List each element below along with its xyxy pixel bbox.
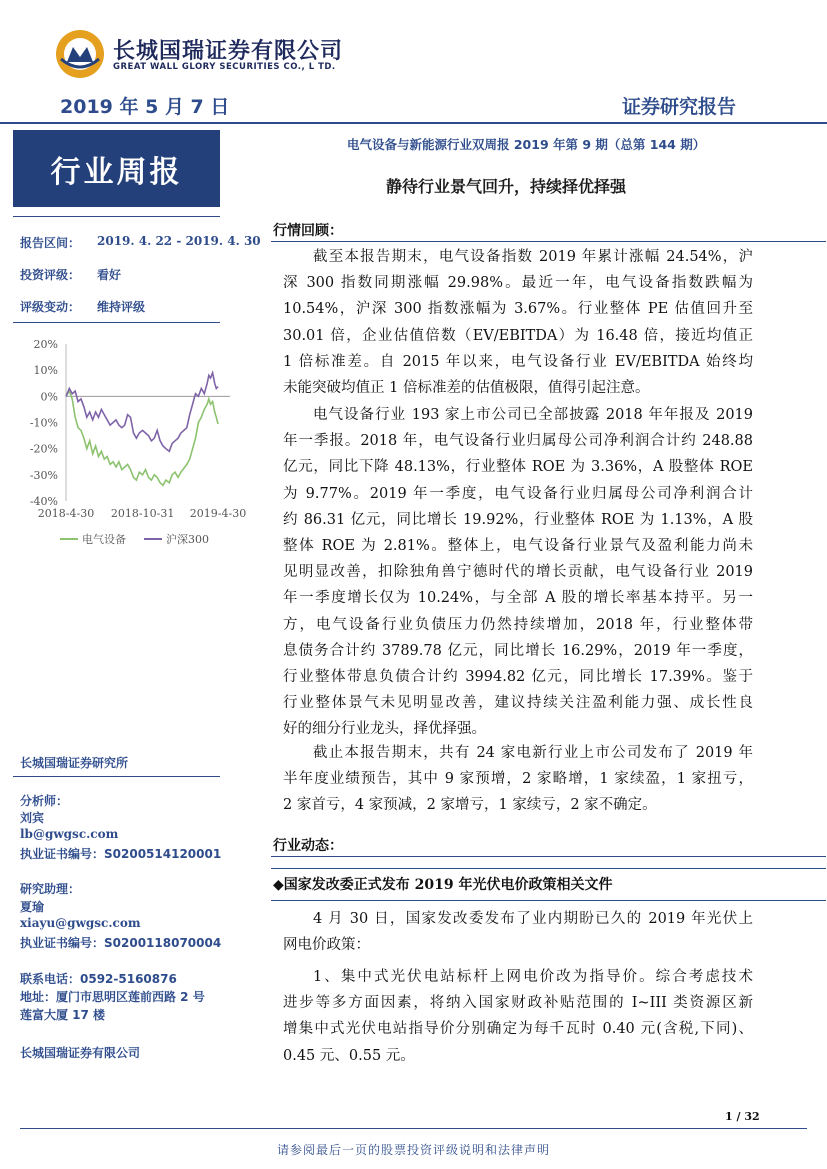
footer-disclaimer: 请参阅最后一页的股票投资评级说明和法律声明 (276, 1143, 550, 1157)
y-tick-label: 0% (40, 390, 58, 404)
assistant-email[interactable]: xiayu@gwgsc.com (20, 916, 141, 930)
report-period-label: 报告区间： (20, 236, 81, 250)
report-type: 证券研究报告 (622, 96, 737, 118)
rating-change-label: 评级变动： (20, 300, 81, 314)
analyst-cert: 执业证书编号：S0200514120001 (20, 847, 222, 861)
rating-label: 投资评级： (20, 268, 81, 282)
report-subtitle: 电气设备与新能源行业双周报 2019 年第 9 期（总第 144 期） (347, 137, 706, 152)
contact-address-2: 莲富大厦 17 楼 (20, 1008, 106, 1022)
company-name-cn: 长城国瑞证券有限公司 (113, 39, 344, 64)
y-tick-label: -20% (29, 442, 58, 456)
text-line: 约 86.31 亿元，同比增长 19.92%，行业整体 ROE 为 1.13%，A 股 (283, 511, 753, 528)
weekly-title: 行业周报 (50, 155, 183, 190)
section-heading-review: 行情回顾： (273, 223, 343, 239)
text-line: 为 9.77%。2019 年一季度，电气设备行业归属母公司净利润合计 (283, 485, 753, 502)
y-tick-label: -40% (29, 495, 58, 508)
analyst-email[interactable]: lb@gwgsc.com (20, 827, 119, 841)
contact-address-1: 地址：厦门市思明区莲前西路 2 号 (20, 990, 205, 1004)
legend-label: 电气设备 (82, 533, 126, 546)
sidebar-divider (13, 322, 220, 323)
analyst-name: 刘宾 (20, 811, 45, 825)
text-line: 方，电气设备行业负债压力仍然持续增加，2018 年，行业整体带 (283, 616, 753, 633)
y-tick-label: 10% (33, 364, 58, 378)
section-heading-news: 行业动态： (273, 838, 343, 854)
text-line: 进步等多方面因素，将纳入国家财政补贴范围的 I~III 类资源区新 (283, 995, 753, 1012)
text-line: 好的细分行业龙头，择优择强。 (283, 721, 486, 738)
company-logo (55, 29, 105, 79)
report-period-value: 2019. 4. 22 - 2019. 4. 30 (97, 234, 261, 248)
text-line: 息债务合计约 3789.78 亿元，同比增长 16.29%，2019 年一季度， (283, 642, 753, 659)
section-divider (271, 241, 826, 242)
text-line: 0.45 元、0.55 元。 (283, 1047, 415, 1064)
text-line: 半年度业绩预告，其中 9 家预增，2 家略增，1 家续盈，1 家扭亏， (283, 771, 753, 788)
sidebar-divider (13, 216, 220, 217)
x-tick-label: 2018-4-30 (37, 507, 95, 520)
text-line: 年一季报。2018 年，电气设备行业归属母公司净利润合计约 248.88 (283, 433, 753, 450)
series-line-0 (66, 391, 218, 485)
text-line: 行业整体带息负债合计约 3994.82 亿元，同比增长 17.39%。鉴于 (283, 669, 753, 685)
report-title: 静待行业景气回升，持续择优择强 (386, 177, 627, 196)
text-line: 行业整体景气未见明显改善，建议持续关注盈利能力强、成长性良 (283, 695, 753, 712)
text-line: 网电价政策： (283, 937, 370, 954)
assistant-cert: 执业证书编号：S0200118070004 (20, 936, 222, 950)
section-divider (271, 856, 826, 857)
text-line: 年一季度增长仅为 10.24%，与全部 A 股的增长率基本持平。另一 (283, 590, 753, 607)
analyst-label: 分析师： (20, 794, 69, 808)
text-line: 30.01 倍，企业估值倍数（EV/EBITDA）为 16.48 倍，接近均值正 (283, 327, 753, 344)
assistant-label: 研究助理： (20, 882, 81, 896)
text-line: 1 倍标准差。自 2015 年以来，电气设备行业 EV/EBITDA 始终均 (283, 353, 753, 370)
text-line: 整体 ROE 为 2.81%。整体上，电气设备行业景气及盈利能力尚未 (283, 538, 753, 554)
performance-chart (18, 334, 253, 552)
news-heading: ◆国家发改委正式发布 2019 年光伏电价政策相关文件 (273, 877, 613, 893)
text-line: 截至本报告期末，电气设备指数 2019 年累计涨幅 24.54%，沪 (313, 249, 753, 265)
contact-phone: 联系电话：0592-5160876 (20, 972, 177, 986)
company-footer-name: 长城国瑞证券有限公司 (20, 1046, 141, 1060)
footer-divider (20, 1128, 807, 1129)
assistant-name: 夏瑜 (20, 900, 45, 914)
page-number: 1 / 32 (725, 1110, 760, 1123)
x-tick-label: 2019-4-30 (189, 507, 247, 520)
text-line: 见明显改善，扣除独角兽宁德时代的增长贡献，电气设备行业 2019 (283, 564, 753, 581)
report-date: 2019 年 5 月 7 日 (60, 96, 230, 118)
text-line: 10.54%，沪深 300 指数涨幅为 3.67%。行业整体 PE 估值回升至 (283, 301, 753, 318)
text-line: 2 家首亏，4 家预减，2 家增亏，1 家续亏，2 家不确定。 (283, 797, 657, 814)
institute-name: 长城国瑞证券研究所 (20, 756, 129, 770)
sidebar-divider (13, 776, 220, 777)
x-tick-label: 2018-10-31 (110, 507, 175, 520)
y-tick-label: 20% (33, 338, 58, 351)
y-tick-label: -30% (29, 468, 58, 482)
text-line: 亿元，同比下降 48.13%，行业整体 ROE 为 3.36%，A 股整体 ROE (283, 459, 753, 476)
text-line: 增集中式光伏电站指导价分别确定为每千瓦时 0.40 元(含税,下同)、 (283, 1021, 753, 1038)
text-line: 截止本报告期末，共有 24 家电新行业上市公司发布了 2019 年 (313, 745, 753, 761)
company-name-en: GREAT WALL GLORY SECURITIES CO., L TD. (113, 62, 336, 72)
text-line: 1、集中式光伏电站标杆上网电价改为指导价。综合考虑技术 (313, 969, 753, 985)
text-line: 未能突破均值正 1 倍标准差的估值极限，值得引起注意。 (283, 380, 650, 396)
legend-label: 沪深300 (166, 533, 209, 546)
text-line: 电气设备行业 193 家上市公司已全部披露 2018 年年报及 2019 (313, 407, 753, 423)
rating-change-value: 维持评级 (97, 300, 146, 314)
text-line: 4 月 30 日，国家发改委发布了业内期盼已久的 2019 年光伏上 (313, 911, 753, 927)
text-line: 深 300 指数同期涨幅 29.98%。最近一年，电气设备指数跌幅为 (283, 275, 753, 292)
rating-value: 看好 (97, 268, 122, 282)
y-tick-label: -10% (29, 416, 58, 430)
header-divider (0, 122, 827, 124)
